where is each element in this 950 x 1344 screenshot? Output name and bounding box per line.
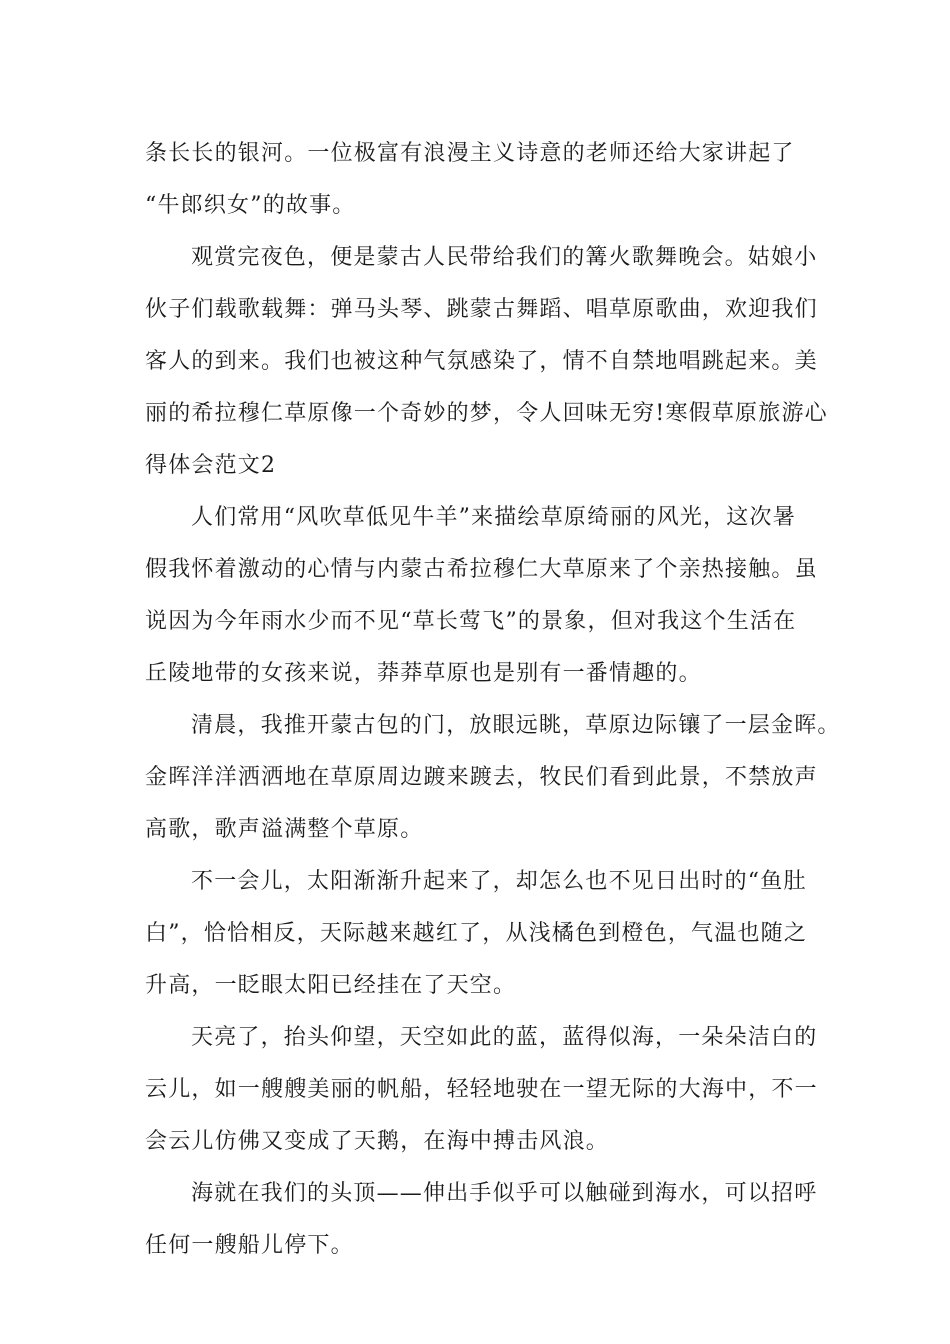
text-line-20: 会云儿仿佛又变成了天鹅，在海中搏击风浪。	[145, 1129, 610, 1154]
text-line-15: 不一会儿，太阳渐渐升起来了，却怎么也不见日出时的“鱼肚	[191, 869, 807, 894]
text-line-14: 高歌，歌声溢满整个草原。	[145, 817, 424, 842]
text-line-11: 丘陵地带的女孩来说，莽莽草原也是别有一番情趣的。	[145, 661, 702, 686]
text-line-6: 丽的希拉穆仁草原像一个奇妙的梦，令人回味无穷!寒假草原旅游心	[145, 401, 828, 426]
text-line-16: 白”，恰恰相反，天际越来越红了，从浅橘色到橙色，气温也随之	[145, 921, 808, 946]
text-line-9: 假我怀着激动的心情与内蒙古希拉穆仁大草原来了个亲热接触。虽	[145, 557, 818, 582]
text-line-7: 得体会范文2	[145, 453, 277, 478]
text-line-1: 条长长的银河。一位极富有浪漫主义诗意的老师还给大家讲起了	[145, 141, 795, 166]
text-line-8: 人们常用“风吹草低见牛羊”来描绘草原绮丽的风光，这次暑	[191, 505, 796, 530]
text-line-21: 海就在我们的头顶——伸出手似乎可以触碰到海水，可以招呼	[191, 1181, 818, 1206]
text-line-18: 天亮了，抬头仰望，天空如此的蓝，蓝得似海，一朵朵洁白的	[191, 1025, 818, 1050]
document-body	[145, 128, 841, 1272]
text-line-2: “牛郎织女”的故事。	[145, 193, 356, 218]
text-line-4: 伙子们载歌载舞：弹马头琴、跳蒙古舞蹈、唱草原歌曲，欢迎我们	[145, 297, 818, 322]
text-line-12: 清晨，我推开蒙古包的门，放眼远眺，草原边际镶了一层金晖。	[191, 713, 841, 738]
text-line-10: 说因为今年雨水少而不见“草长莺飞”的景象，但对我这个生活在	[145, 609, 797, 634]
text-line-19: 云儿，如一艘艘美丽的帆船，轻轻地驶在一望无际的大海中，不一	[145, 1077, 818, 1102]
text-line-3: 观赏完夜色，便是蒙古人民带给我们的篝火歌舞晚会。姑娘小	[191, 245, 818, 270]
text-line-5: 客人的到来。我们也被这种气氛感染了，情不自禁地唱跳起来。美	[145, 349, 818, 374]
text-line-17: 升高，一眨眼太阳已经挂在了天空。	[145, 973, 517, 998]
text-line-22: 任何一艘船儿停下。	[145, 1233, 354, 1258]
text-line-13: 金晖洋洋洒洒地在草原周边踱来踱去，牧民们看到此景，不禁放声	[145, 765, 818, 790]
